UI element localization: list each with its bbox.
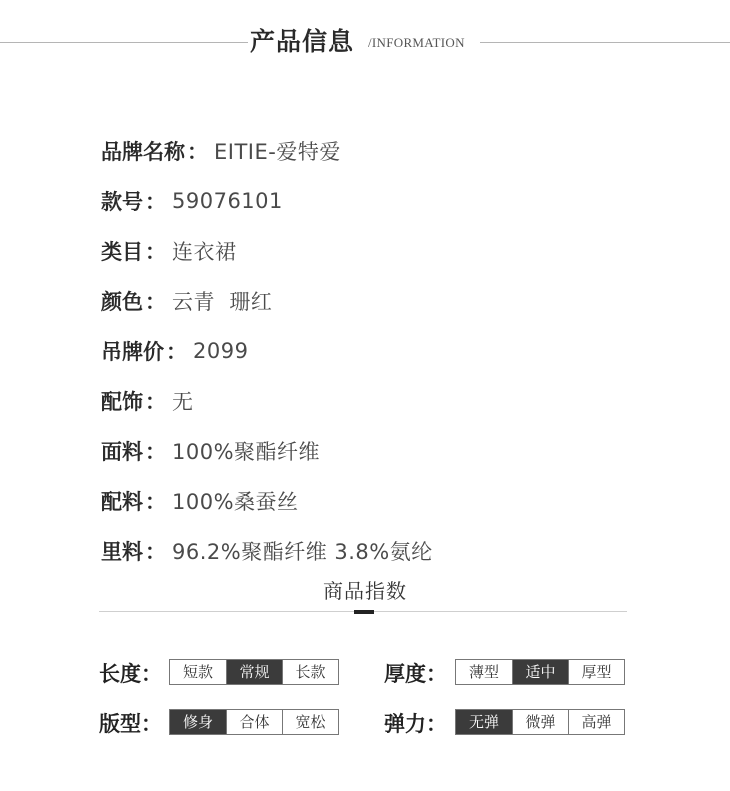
colon: ： bbox=[145, 490, 166, 514]
info-key: 配料 bbox=[101, 490, 143, 514]
option-medium[interactable]: 适中 bbox=[512, 660, 568, 684]
attr-label: 长度 bbox=[99, 662, 141, 686]
header-rule-left bbox=[0, 42, 248, 43]
attr-fit bbox=[99, 708, 162, 738]
info-row-tag-price bbox=[101, 326, 433, 376]
info-value: 无 bbox=[172, 390, 194, 414]
info-row-accessory bbox=[101, 376, 433, 426]
info-value: EITIE-爱特爱 bbox=[214, 140, 341, 164]
attr-label: 厚度 bbox=[384, 662, 426, 686]
option-high-stretch[interactable]: 高弹 bbox=[568, 710, 624, 734]
attr-length bbox=[99, 658, 162, 688]
info-row-style-number bbox=[101, 176, 433, 226]
colon: ： bbox=[141, 712, 162, 736]
option-fitted[interactable]: 合体 bbox=[226, 710, 282, 734]
info-row-trim bbox=[101, 476, 433, 526]
attr-elasticity bbox=[384, 708, 447, 738]
info-row-color bbox=[101, 276, 433, 326]
attr-label: 弹力 bbox=[384, 712, 426, 736]
info-row-lining bbox=[101, 526, 433, 576]
info-key: 吊牌价 bbox=[101, 340, 164, 364]
attr-thickness bbox=[384, 658, 447, 688]
info-value: 云青 珊红 bbox=[172, 290, 273, 314]
colon: ： bbox=[141, 662, 162, 686]
option-slight-stretch[interactable]: 微弹 bbox=[512, 710, 568, 734]
option-short[interactable]: 短款 bbox=[170, 660, 226, 684]
colon: ： bbox=[426, 662, 447, 686]
product-info-list bbox=[101, 126, 433, 576]
index-divider-marker bbox=[354, 610, 374, 614]
option-slim[interactable]: 修身 bbox=[170, 710, 226, 734]
info-key: 配饰 bbox=[101, 390, 143, 414]
option-thin[interactable]: 薄型 bbox=[456, 660, 512, 684]
info-key: 里料 bbox=[101, 540, 143, 564]
info-value: 100%聚酯纤维 bbox=[172, 440, 321, 464]
attr-length-options bbox=[169, 659, 339, 685]
option-loose[interactable]: 宽松 bbox=[282, 710, 338, 734]
colon: ： bbox=[145, 440, 166, 464]
attr-thickness-options bbox=[455, 659, 625, 685]
section-subtitle: /INFORMATION bbox=[368, 35, 465, 50]
colon: ： bbox=[166, 340, 187, 364]
info-value: 连衣裙 bbox=[172, 240, 237, 264]
colon: ： bbox=[145, 240, 166, 264]
attr-elasticity-options bbox=[455, 709, 625, 735]
info-key: 面料 bbox=[101, 440, 143, 464]
colon: ： bbox=[426, 712, 447, 736]
option-long[interactable]: 长款 bbox=[282, 660, 338, 684]
info-key: 款号 bbox=[101, 190, 143, 214]
info-key: 品牌名称 bbox=[101, 140, 185, 164]
colon: ： bbox=[145, 190, 166, 214]
option-thick[interactable]: 厚型 bbox=[568, 660, 624, 684]
info-row-fabric bbox=[101, 426, 433, 476]
info-value: 2099 bbox=[193, 339, 249, 363]
index-section-title: 商品指数 bbox=[323, 579, 407, 603]
info-value: 100%桑蚕丝 bbox=[172, 490, 299, 514]
colon: ： bbox=[145, 390, 166, 414]
info-row-category bbox=[101, 226, 433, 276]
attr-label: 版型 bbox=[99, 712, 141, 736]
colon: ： bbox=[145, 540, 166, 564]
info-value: 96.2%聚酯纤维 3.8%氨纶 bbox=[172, 540, 433, 564]
option-regular[interactable]: 常规 bbox=[226, 660, 282, 684]
attr-fit-options bbox=[169, 709, 339, 735]
info-key: 颜色 bbox=[101, 290, 143, 314]
section-title: 产品信息 bbox=[250, 27, 355, 56]
info-key: 类目 bbox=[101, 240, 143, 264]
header-rule-right bbox=[480, 42, 730, 43]
info-row-brand bbox=[101, 126, 433, 176]
colon: ： bbox=[187, 140, 208, 164]
colon: ： bbox=[145, 290, 166, 314]
option-no-stretch[interactable]: 无弹 bbox=[456, 710, 512, 734]
info-value: 59076101 bbox=[172, 189, 283, 213]
